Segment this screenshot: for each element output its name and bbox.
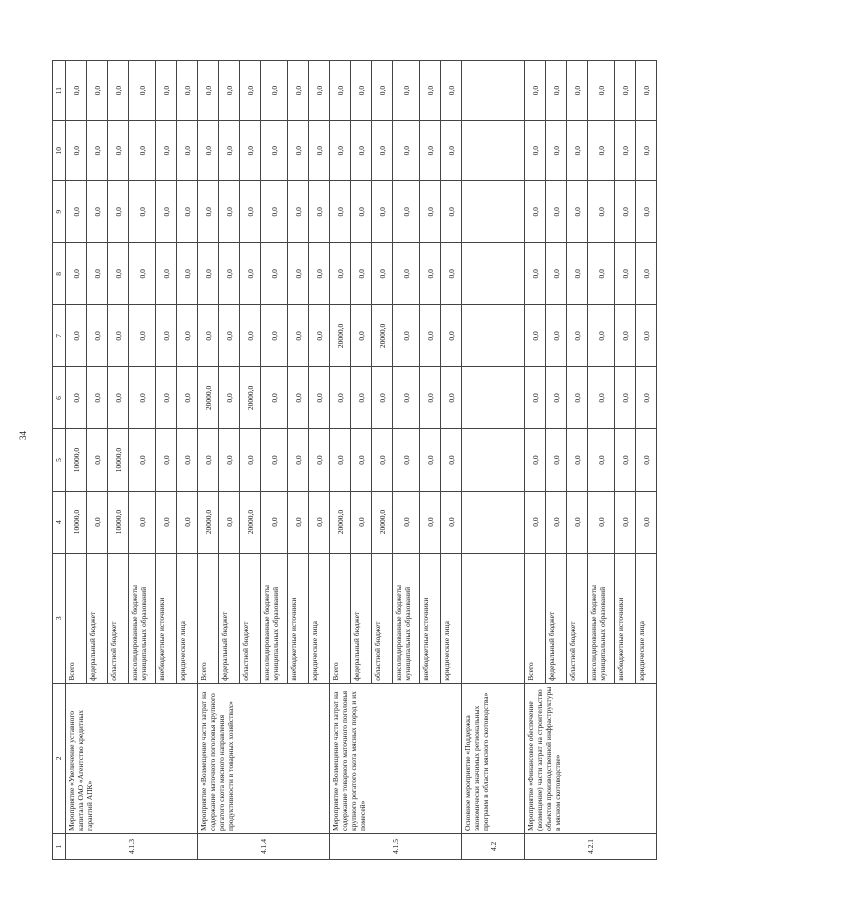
column-number: 1 xyxy=(53,833,66,859)
amount-cell: 0,0 xyxy=(309,243,330,305)
amount-cell: 0,0 xyxy=(309,491,330,553)
item-code: 4.2.1 xyxy=(525,833,657,859)
amount-cell: 20000,0 xyxy=(372,491,393,553)
amount-cell: 0,0 xyxy=(288,367,309,429)
amount-cell: 0,0 xyxy=(66,367,87,429)
amount-cell: 0,0 xyxy=(420,367,441,429)
amount-cell: 0,0 xyxy=(567,429,588,491)
funding-source: федеральный бюджет xyxy=(351,553,372,683)
amount-cell: 0,0 xyxy=(525,367,546,429)
item-name: Мероприятие «Возмещение части затрат на содержание маточного поголовья крупного рогатого скота мясного направления продуктивности в товарных хозяйствах» xyxy=(198,683,330,833)
amount-cell: 20000,0 xyxy=(240,367,261,429)
amount-cell: 0,0 xyxy=(198,305,219,367)
amount-cell: 0,0 xyxy=(420,61,441,121)
amount-cell: 0,0 xyxy=(66,61,87,121)
funding-source: консолидированные бюджеты муниципальных образований xyxy=(261,553,288,683)
table-row xyxy=(330,61,351,860)
amount-cell: 0,0 xyxy=(156,181,177,243)
amount-cell: 0,0 xyxy=(240,181,261,243)
amount-cell: 20000,0 xyxy=(198,367,219,429)
funding-source: внебюджетные источники xyxy=(615,553,636,683)
amount-cell: 0,0 xyxy=(372,243,393,305)
funding-source: юридические лица xyxy=(309,553,330,683)
amount-cell: 0,0 xyxy=(240,61,261,121)
amount-cell: 0,0 xyxy=(288,243,309,305)
funding-source: областной бюджет xyxy=(108,553,129,683)
funding-source: областной бюджет xyxy=(240,553,261,683)
amount-cell: 0,0 xyxy=(261,181,288,243)
amount-cell: 10000,0 xyxy=(108,429,129,491)
funding-source: Всего xyxy=(525,553,546,683)
amount-cell: 0,0 xyxy=(546,491,567,553)
amount-cell: 0,0 xyxy=(441,491,462,553)
amount-cell: 0,0 xyxy=(198,61,219,121)
column-number: 11 xyxy=(53,61,66,121)
empty-cell xyxy=(462,367,525,429)
amount-cell: 0,0 xyxy=(177,121,198,181)
amount-cell: 0,0 xyxy=(567,305,588,367)
amount-cell: 0,0 xyxy=(198,243,219,305)
empty-cell xyxy=(462,305,525,367)
amount-cell: 20000,0 xyxy=(372,305,393,367)
amount-cell: 0,0 xyxy=(441,181,462,243)
amount-cell: 0,0 xyxy=(546,121,567,181)
amount-cell: 0,0 xyxy=(567,181,588,243)
amount-cell: 0,0 xyxy=(330,429,351,491)
amount-cell: 0,0 xyxy=(87,305,108,367)
amount-cell: 0,0 xyxy=(393,181,420,243)
amount-cell: 0,0 xyxy=(441,243,462,305)
amount-cell: 0,0 xyxy=(420,429,441,491)
column-number: 9 xyxy=(53,181,66,243)
amount-cell: 0,0 xyxy=(240,121,261,181)
amount-cell: 0,0 xyxy=(546,429,567,491)
column-number-row xyxy=(53,61,66,860)
amount-cell: 0,0 xyxy=(129,491,156,553)
amount-cell: 0,0 xyxy=(261,491,288,553)
amount-cell: 0,0 xyxy=(525,491,546,553)
empty-cell xyxy=(462,243,525,305)
amount-cell: 10000,0 xyxy=(66,491,87,553)
amount-cell: 0,0 xyxy=(87,429,108,491)
amount-cell: 0,0 xyxy=(546,61,567,121)
funding-source: юридические лица xyxy=(636,553,657,683)
amount-cell: 0,0 xyxy=(156,305,177,367)
amount-cell: 0,0 xyxy=(615,305,636,367)
funding-source: юридические лица xyxy=(441,553,462,683)
amount-cell: 20000,0 xyxy=(330,305,351,367)
amount-cell: 0,0 xyxy=(87,121,108,181)
amount-cell: 0,0 xyxy=(372,181,393,243)
amount-cell: 0,0 xyxy=(108,61,129,121)
amount-cell: 0,0 xyxy=(636,121,657,181)
funding-source: консолидированные бюджеты муниципальных образований xyxy=(393,553,420,683)
amount-cell: 0,0 xyxy=(525,243,546,305)
amount-cell: 0,0 xyxy=(177,305,198,367)
amount-cell: 0,0 xyxy=(309,305,330,367)
item-name: Основное мероприятие «Поддержка экономически значимых региональных программ в области мясного скотоводства» xyxy=(462,683,525,833)
amount-cell: 0,0 xyxy=(309,367,330,429)
amount-cell: 0,0 xyxy=(156,429,177,491)
column-number: 3 xyxy=(53,553,66,683)
amount-cell: 0,0 xyxy=(393,367,420,429)
amount-cell: 0,0 xyxy=(129,243,156,305)
amount-cell: 0,0 xyxy=(309,429,330,491)
amount-cell: 0,0 xyxy=(198,181,219,243)
amount-cell: 0,0 xyxy=(615,243,636,305)
amount-cell: 0,0 xyxy=(636,181,657,243)
financing-table xyxy=(52,60,657,860)
amount-cell: 0,0 xyxy=(261,243,288,305)
empty-cell xyxy=(462,429,525,491)
amount-cell: 10000,0 xyxy=(108,491,129,553)
amount-cell: 0,0 xyxy=(177,181,198,243)
amount-cell: 0,0 xyxy=(351,243,372,305)
amount-cell: 0,0 xyxy=(330,367,351,429)
amount-cell: 0,0 xyxy=(156,243,177,305)
amount-cell: 0,0 xyxy=(636,491,657,553)
amount-cell: 0,0 xyxy=(66,121,87,181)
amount-cell: 0,0 xyxy=(351,305,372,367)
amount-cell: 0,0 xyxy=(420,305,441,367)
amount-cell: 0,0 xyxy=(288,181,309,243)
amount-cell: 0,0 xyxy=(177,367,198,429)
column-number: 5 xyxy=(53,429,66,491)
amount-cell: 0,0 xyxy=(87,181,108,243)
column-number: 7 xyxy=(53,305,66,367)
amount-cell: 0,0 xyxy=(219,181,240,243)
item-name: Мероприятие «Увеличение уставного капитала ОАО «Агентство кредитных гарантий АПК» xyxy=(66,683,198,833)
funding-source: внебюджетные источники xyxy=(420,553,441,683)
amount-cell: 0,0 xyxy=(567,121,588,181)
amount-cell: 20000,0 xyxy=(240,491,261,553)
amount-cell: 0,0 xyxy=(393,491,420,553)
amount-cell: 0,0 xyxy=(420,491,441,553)
amount-cell: 0,0 xyxy=(66,181,87,243)
funding-source: федеральный бюджет xyxy=(546,553,567,683)
amount-cell: 0,0 xyxy=(393,429,420,491)
amount-cell: 0,0 xyxy=(546,243,567,305)
amount-cell: 0,0 xyxy=(309,181,330,243)
amount-cell: 0,0 xyxy=(636,429,657,491)
funding-source: областной бюджет xyxy=(567,553,588,683)
amount-cell: 0,0 xyxy=(309,61,330,121)
amount-cell: 0,0 xyxy=(129,181,156,243)
amount-cell: 0,0 xyxy=(588,429,615,491)
table-row xyxy=(198,61,219,860)
item-code: 4.1.5 xyxy=(330,833,462,859)
amount-cell: 0,0 xyxy=(156,491,177,553)
amount-cell: 0,0 xyxy=(261,429,288,491)
amount-cell: 0,0 xyxy=(546,305,567,367)
amount-cell: 0,0 xyxy=(129,61,156,121)
amount-cell: 0,0 xyxy=(177,243,198,305)
amount-cell: 0,0 xyxy=(261,121,288,181)
funding-source: Всего xyxy=(66,553,87,683)
amount-cell: 0,0 xyxy=(219,121,240,181)
amount-cell: 0,0 xyxy=(351,367,372,429)
amount-cell: 0,0 xyxy=(240,305,261,367)
amount-cell: 0,0 xyxy=(330,243,351,305)
amount-cell: 0,0 xyxy=(309,121,330,181)
amount-cell: 0,0 xyxy=(219,429,240,491)
amount-cell: 0,0 xyxy=(261,367,288,429)
column-number: 8 xyxy=(53,243,66,305)
amount-cell: 0,0 xyxy=(525,429,546,491)
amount-cell: 0,0 xyxy=(108,243,129,305)
amount-cell: 0,0 xyxy=(636,243,657,305)
amount-cell: 0,0 xyxy=(441,61,462,121)
amount-cell: 0,0 xyxy=(441,305,462,367)
amount-cell: 0,0 xyxy=(87,491,108,553)
amount-cell: 0,0 xyxy=(240,429,261,491)
amount-cell: 10000,0 xyxy=(66,429,87,491)
amount-cell: 0,0 xyxy=(441,367,462,429)
item-name: Мероприятие «Возмещение части затрат на содержание товарного маточного поголовья крупного рогатого скота мясных пород и их помесей» xyxy=(330,683,462,833)
amount-cell: 0,0 xyxy=(420,243,441,305)
amount-cell: 0,0 xyxy=(108,305,129,367)
table-body xyxy=(66,61,657,860)
amount-cell: 0,0 xyxy=(219,491,240,553)
amount-cell: 0,0 xyxy=(372,61,393,121)
amount-cell: 0,0 xyxy=(567,61,588,121)
amount-cell: 0,0 xyxy=(393,121,420,181)
item-code: 4.2 xyxy=(462,833,525,859)
amount-cell: 0,0 xyxy=(219,243,240,305)
amount-cell: 0,0 xyxy=(588,491,615,553)
amount-cell: 0,0 xyxy=(420,121,441,181)
funding-source: внебюджетные источники xyxy=(288,553,309,683)
amount-cell: 0,0 xyxy=(351,181,372,243)
amount-cell: 0,0 xyxy=(567,491,588,553)
amount-cell: 0,0 xyxy=(156,121,177,181)
amount-cell: 0,0 xyxy=(525,181,546,243)
amount-cell: 0,0 xyxy=(108,367,129,429)
amount-cell: 0,0 xyxy=(588,367,615,429)
amount-cell: 0,0 xyxy=(615,121,636,181)
amount-cell: 0,0 xyxy=(288,305,309,367)
amount-cell: 0,0 xyxy=(588,121,615,181)
amount-cell: 0,0 xyxy=(636,305,657,367)
amount-cell: 0,0 xyxy=(108,181,129,243)
amount-cell: 0,0 xyxy=(156,61,177,121)
amount-cell: 0,0 xyxy=(87,367,108,429)
amount-cell: 0,0 xyxy=(393,61,420,121)
amount-cell: 0,0 xyxy=(129,429,156,491)
funding-source: Всего xyxy=(330,553,351,683)
amount-cell: 0,0 xyxy=(441,429,462,491)
funding-source: федеральный бюджет xyxy=(87,553,108,683)
funding-source: юридические лица xyxy=(177,553,198,683)
amount-cell: 0,0 xyxy=(261,305,288,367)
amount-cell: 0,0 xyxy=(351,61,372,121)
page-number: 34 xyxy=(18,431,28,440)
amount-cell: 0,0 xyxy=(219,367,240,429)
amount-cell: 0,0 xyxy=(288,121,309,181)
amount-cell: 0,0 xyxy=(198,121,219,181)
amount-cell: 0,0 xyxy=(177,491,198,553)
empty-cell xyxy=(462,61,525,121)
column-number: 10 xyxy=(53,121,66,181)
amount-cell: 0,0 xyxy=(177,61,198,121)
column-number: 4 xyxy=(53,491,66,553)
table-row xyxy=(66,61,87,860)
funding-source: консолидированные бюджеты муниципальных образований xyxy=(129,553,156,683)
amount-cell: 0,0 xyxy=(372,121,393,181)
funding-source: Всего xyxy=(198,553,219,683)
amount-cell: 0,0 xyxy=(288,491,309,553)
amount-cell: 0,0 xyxy=(546,181,567,243)
funding-source: консолидированные бюджеты муниципальных образований xyxy=(588,553,615,683)
amount-cell: 0,0 xyxy=(330,121,351,181)
amount-cell: 0,0 xyxy=(393,305,420,367)
empty-cell xyxy=(462,181,525,243)
amount-cell: 0,0 xyxy=(420,181,441,243)
item-name: Мероприятие «Финансовое обеспечение (возмещение) части затрат на строительство объектов производственной инфраструктуры в мясном скотоводстве» xyxy=(525,683,657,833)
amount-cell: 0,0 xyxy=(525,61,546,121)
amount-cell: 0,0 xyxy=(156,367,177,429)
amount-cell: 0,0 xyxy=(177,429,198,491)
amount-cell: 0,0 xyxy=(261,61,288,121)
amount-cell: 0,0 xyxy=(288,61,309,121)
table-row xyxy=(462,61,525,860)
amount-cell: 0,0 xyxy=(351,491,372,553)
amount-cell: 0,0 xyxy=(351,429,372,491)
column-number: 2 xyxy=(53,683,66,833)
rotated-sheet xyxy=(52,60,651,860)
amount-cell: 0,0 xyxy=(372,429,393,491)
amount-cell: 0,0 xyxy=(588,61,615,121)
empty-cell xyxy=(462,121,525,181)
amount-cell: 0,0 xyxy=(636,61,657,121)
funding-source: областной бюджет xyxy=(372,553,393,683)
amount-cell: 0,0 xyxy=(567,243,588,305)
amount-cell: 0,0 xyxy=(129,305,156,367)
item-code: 4.1.3 xyxy=(66,833,198,859)
amount-cell: 0,0 xyxy=(441,121,462,181)
amount-cell: 0,0 xyxy=(393,243,420,305)
amount-cell: 0,0 xyxy=(108,121,129,181)
empty-cell xyxy=(462,491,525,553)
amount-cell: 0,0 xyxy=(636,367,657,429)
amount-cell: 0,0 xyxy=(66,243,87,305)
amount-cell: 0,0 xyxy=(87,243,108,305)
amount-cell: 0,0 xyxy=(219,61,240,121)
empty-cell xyxy=(462,553,525,683)
amount-cell: 0,0 xyxy=(288,429,309,491)
amount-cell: 0,0 xyxy=(351,121,372,181)
amount-cell: 0,0 xyxy=(546,367,567,429)
amount-cell: 0,0 xyxy=(588,181,615,243)
item-code: 4.1.4 xyxy=(198,833,330,859)
document-page xyxy=(52,60,852,854)
amount-cell: 0,0 xyxy=(525,121,546,181)
funding-source: федеральный бюджет xyxy=(219,553,240,683)
amount-cell: 0,0 xyxy=(615,367,636,429)
amount-cell: 0,0 xyxy=(372,367,393,429)
funding-source: внебюджетные источники xyxy=(156,553,177,683)
amount-cell: 0,0 xyxy=(588,305,615,367)
table-row xyxy=(525,61,546,860)
amount-cell: 0,0 xyxy=(240,243,261,305)
amount-cell: 0,0 xyxy=(129,121,156,181)
column-number: 6 xyxy=(53,367,66,429)
amount-cell: 0,0 xyxy=(330,181,351,243)
amount-cell: 0,0 xyxy=(525,305,546,367)
amount-cell: 0,0 xyxy=(615,491,636,553)
amount-cell: 0,0 xyxy=(615,429,636,491)
amount-cell: 0,0 xyxy=(588,243,615,305)
amount-cell: 0,0 xyxy=(198,429,219,491)
amount-cell: 0,0 xyxy=(66,305,87,367)
amount-cell: 0,0 xyxy=(87,61,108,121)
amount-cell: 0,0 xyxy=(567,367,588,429)
amount-cell: 0,0 xyxy=(129,367,156,429)
amount-cell: 0,0 xyxy=(615,61,636,121)
amount-cell: 0,0 xyxy=(615,181,636,243)
amount-cell: 20000,0 xyxy=(330,491,351,553)
amount-cell: 20000,0 xyxy=(198,491,219,553)
amount-cell: 0,0 xyxy=(219,305,240,367)
amount-cell: 0,0 xyxy=(330,61,351,121)
